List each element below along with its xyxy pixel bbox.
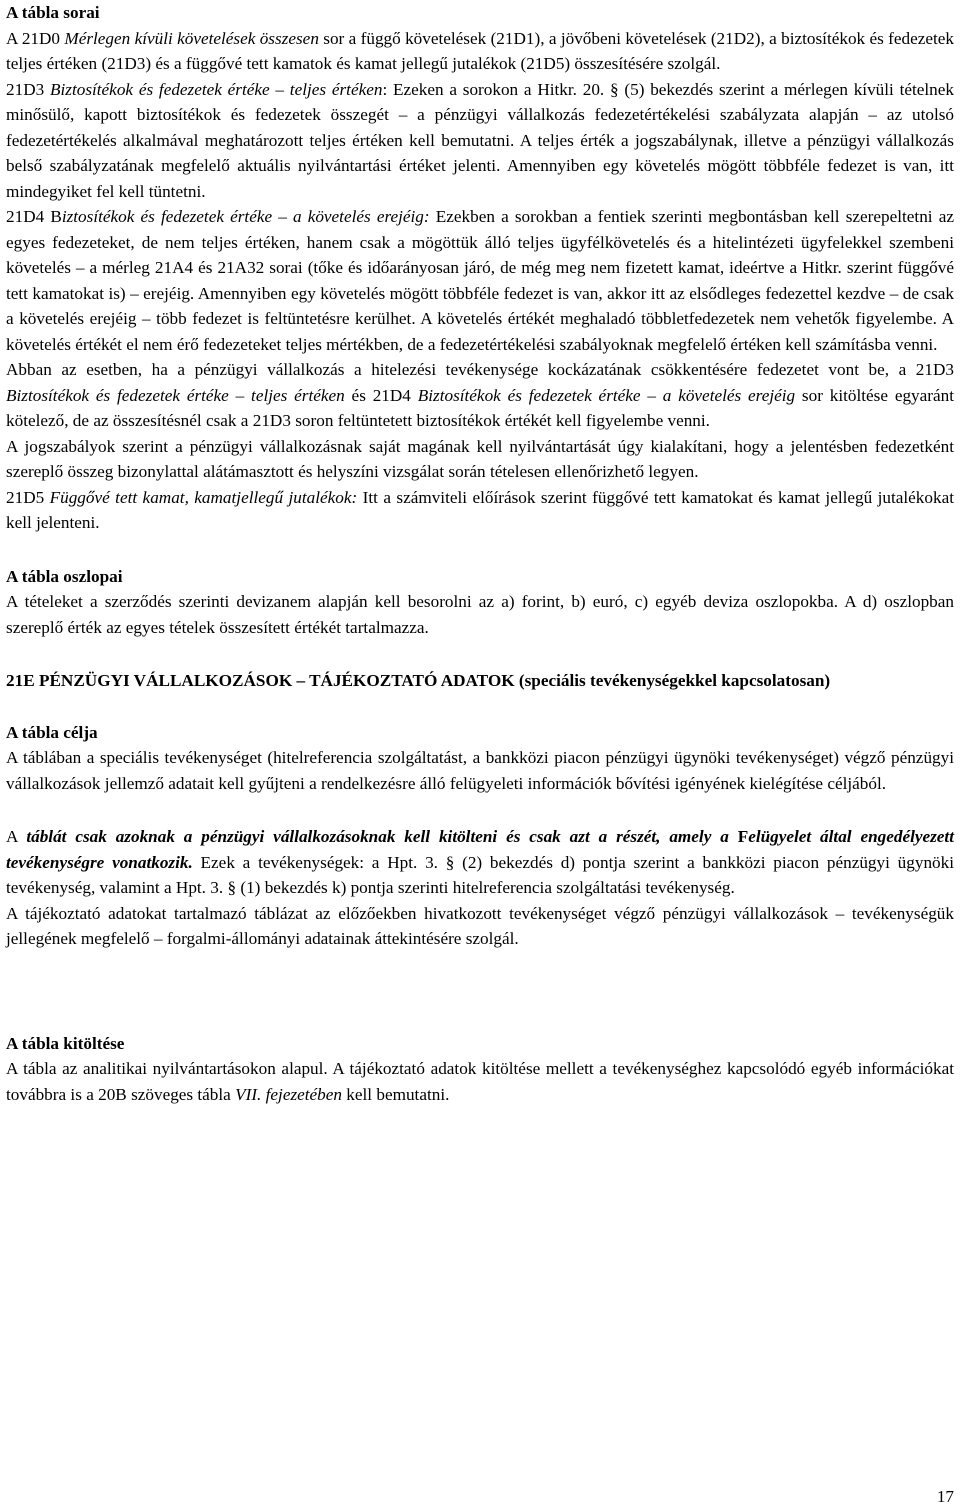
text-run: 21D3 <box>6 79 50 99</box>
text-run: A tájékoztató adatokat tartalmazó táblázat az előzőekben hivatkozott tevékenységet végző pénzügyi vállalkozások – tevékenységük jellegének megfelelő – forgalmi-állományi adatainak áttekintésére szolgál. <box>6 903 954 948</box>
text-run: VII. fejezetében <box>235 1084 342 1104</box>
text-run: Biztosítékok és fedezetek értéke – teljes értéken <box>49 79 383 99</box>
text-run: 21D4 B <box>6 207 62 226</box>
text-run: iztosítékok és fedezetek értéke – a követelés erejéig: <box>61 207 430 226</box>
text-run: kell bemutatni. <box>342 1084 450 1104</box>
text-run: elügyelet által engedélyezett tevékenységre vonatkozik. <box>6 827 954 872</box>
text-run: Mérlegen kívüli követelések összesen <box>64 28 319 48</box>
text-run: A táblában a speciális tevékenységet (hitelreferencia szolgáltatást, a bankközi piacon pénzügyi ügynöki tevékenységet) végző pénzügyi vállalkozások jellemző adatait kell gyűjteni a rendelkezésre álló felügyeleti információk bővítési igényének kielégítése céljából. <box>6 748 954 793</box>
text-run: sor a függő követelések (21D1), a jövőbeni követelések (21D2), a biztosítékok és fedezetek teljes értéken (21D3) és a függővé tett kamatok és kamat jellegű jutalékok (21D5) összesítésére szolgál. <box>6 28 954 73</box>
paragraph <box>6 824 954 901</box>
text-run: Ezek a tevékenységek: a Hpt. 3. § (2) bekezdés d) pontja szerint a bankközi piacon pénzügyi ügynöki tevékenység, valamint a Hpt. 3. § (1) bekezdés k) pontja szerinti hitelreferencia szolgáltatási tevékenység. <box>6 852 955 897</box>
paragraph <box>6 357 954 434</box>
spacer <box>6 640 954 668</box>
section-heading-rows: A tábla sorai <box>6 3 100 22</box>
text-run: A 21D0 <box>6 28 65 48</box>
chapter-title: 21E PÉNZÜGYI VÁLLALKOZÁSOK – TÁJÉKOZTATÓ ADATOK (speciális tevékenységekkel kapcsolatosan) <box>6 671 831 690</box>
text-run: A tábla az analitikai nyilvántartásokon alapul. A tájékoztató adatok kitöltése mellett a tevékenységhez kapcsolódó egyéb információkat továbbra is a 20B szöveges tábla <box>6 1059 954 1104</box>
paragraph <box>6 1056 954 1107</box>
text-run: A <box>6 827 27 846</box>
spacer <box>6 694 954 720</box>
paragraph <box>6 901 954 952</box>
text-run: Abban az esetben, ha a pénzügyi vállalkozás a hitelezési tevékenysége kockázatának csökkentésére fedezetet vont be, a 21D3 <box>6 360 954 379</box>
text-run: A tételeket a szerződés szerinti devizanem alapján kell besorolni az a) forint, b) euró, c) egyéb deviza oszlopokba. A d) oszlopban szereplő érték az egyes tételek összesített értékét tartalmazza. <box>6 592 954 637</box>
text-run: F <box>737 827 749 846</box>
section-heading-columns: A tábla oszlopai <box>6 566 123 586</box>
text-run: : Ezeken a sorokon a Hitkr. 20. § (5) bekezdés szerint a mérlegen kívüli tételnek minősülő, kapott biztosítékok és fedezetek összegét – a pénzügyi vállalkozás fedezetértékelési szabályzata alapján – az utolsó fedezetértékelés alkalmával meghatározott teljes értéken kell bemutatni. A teljes érték a jogszabálynak, illetve a pénzügyi vállalkozás belső szabályzatának megfelelő aktuális nyilvántartási értéket jelenti. Amennyiben egy követelés mögött többféle fedezet is van, itt mindegyiket fel kell tüntetni. <box>6 79 954 201</box>
text-run: sor kitöltése egyaránt kötelező, de az összesítésnél csak a 21D3 soron feltüntetett biztosítékok értékét kell figyelembe venni. <box>6 385 954 430</box>
text-run: és 21D4 <box>344 385 418 405</box>
spacer <box>6 796 954 824</box>
text-run: Biztosítékok és fedezetek értéke – teljes értéken <box>6 385 345 405</box>
spacer <box>6 536 954 564</box>
text-run: 21D5 <box>6 487 50 507</box>
paragraph <box>6 26 954 77</box>
paragraph <box>6 485 954 536</box>
paragraph <box>6 434 954 485</box>
text-run: Itt a számviteli előírások szerint függővé tett kamatokat és kamat jellegű jutalékokat kell jelenteni. <box>6 487 954 532</box>
paragraph <box>6 589 954 640</box>
text-run: Biztosítékok és fedezetek értéke – a követelés erejéig <box>417 385 796 405</box>
section-heading-purpose: A tábla célja <box>6 722 98 742</box>
paragraph <box>6 77 954 205</box>
page-number: 17 <box>936 1487 954 1506</box>
text-run: A jogszabályok szerint a pénzügyi vállalkozásnak saját magának kell nyilvántartását úgy kialakítani, hogy a jelentésben fedezetként szereplő összeg bizonylattal alátámasztott és helyszíni vizsgálat során tételesen ellenőrizhető legyen. <box>6 436 954 481</box>
section-heading-filling: A tábla kitöltése <box>6 1033 125 1053</box>
text-run: Ezekben a sorokban a fentiek szerinti megbontásban kell szerepeltetni az egyes fedezeteket, de nem teljes értéken, hanem csak a mögöttük álló teljes ügyfélkövetelés és a hitelintézeti ügyfelekkel szembeni követelés – a mérleg 21A4 és 21A32 sorai (tőke és időarányosan járó, de még meg nem fizetett kamat, ideértve a Hitkr. szerint függővé tett kamatokat is) – erejéig. Amennyiben egy követelés mögött többféle fedezet is van, akkor itt az elsődleges fedezettel kezdve – de csak a követelés erejéig – több fedezet is feltüntetésre kerülhet. A követelés értékét meghaladó többletfedezetek nem vehetők figyelembe. A követelés értékét el nem érő fedezeteket teljes mértékben, de a fedezetértékelési szabályoknak megfelelő értéken kell számításba venni. <box>6 207 954 354</box>
text-run: Függővé tett kamat, kamatjellegű jutalékok: <box>49 487 358 507</box>
paragraph <box>6 204 954 357</box>
paragraph <box>6 745 954 796</box>
text-run: táblát csak azoknak a pénzügyi vállalkozásoknak kell kitölteni és csak azt a részét, amely a <box>26 827 738 846</box>
spacer <box>6 952 954 1031</box>
document-page <box>6 0 954 1107</box>
